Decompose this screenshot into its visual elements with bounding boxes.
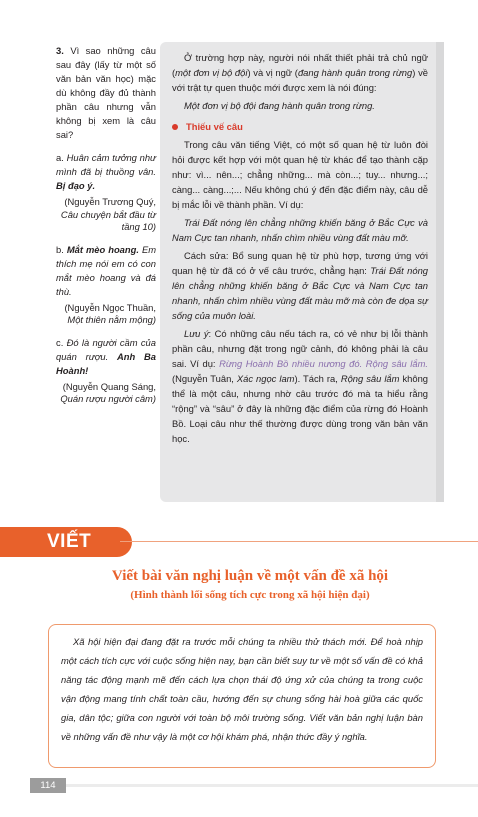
text: ). Tách ra, (294, 373, 341, 384)
knowledge-box (160, 42, 436, 502)
question-number: 3. (56, 45, 64, 56)
italic-text: Xác ngọc lam (236, 373, 295, 384)
example-b (56, 243, 156, 299)
footer-bar (66, 784, 478, 787)
purple-example: Rừng Hoành Bồ nhiều nương đó. Rộng sâu lắm. (219, 358, 429, 369)
example-bold: Anh Ba Hoành! (56, 350, 156, 376)
lesson-subtitle: (Hình thành lối sống tích cực trong xã hội hiện đại) (130, 589, 370, 601)
example-marker: b. (56, 243, 64, 255)
text: (Nguyễn Tuân, (172, 373, 237, 384)
example-a-source (56, 196, 156, 234)
box-paragraph-2 (172, 137, 428, 212)
example-a (56, 151, 156, 193)
page-number: 114 (30, 778, 66, 793)
example-text: Em thích mẹ nói em có con mắt mèo hoang và đá thù. (56, 243, 157, 297)
box-note (172, 326, 428, 446)
italic-text: Trái Đất nóng lên chẳng những khiến băng ở Bắc Cực và Nam Cực tan nhanh, nhấn chìm nhiều vùng đất màu mỡ. (172, 217, 428, 243)
example-c (56, 336, 156, 378)
text: Ở trường hợp này, người nói nhất thiết phải trả chủ ngữ ( (172, 52, 428, 78)
example-b-source (56, 302, 156, 327)
text: ) về với trật tự quen thuộc mới được xem là nói đúng: (172, 67, 428, 93)
section-divider (120, 541, 478, 542)
source-author: (Nguyễn Trương Quý, (64, 196, 156, 207)
source-work: Câu chuyện bắt đầu từ tầng 10) (60, 208, 156, 232)
text: Cách sửa: Bổ sung quan hệ từ phù hợp, tương ứng với quan hệ từ đã có ở vế câu trước, chẳng hạn: (172, 250, 428, 276)
box-paragraph-1 (172, 50, 428, 95)
source-work: Một thiên nằm mộng) (67, 314, 156, 325)
intro-text: Xã hội hiện đại đang đặt ra trước mỗi chúng ta nhiều thử thách mới. Để hoà nhịp một cách tích cực với cuộc sống hiện nay, bạn cần biết suy tư về một số vấn đề có khả năng tác động mạnh mẽ đến cách lựa chọn thái độ ứng xử của chúng ta trong cuộc vận động mang tính chất toàn cầu, hướng đến sự chung sống hài hoà giữa các quốc gia, dân tộc; giữa con người với toàn bộ môi trường sống. Viết văn bản nghị luận bàn về những vấn đề như vậy là một cơ hội khám phá, nhận thức đầy ý nghĩa. (61, 636, 423, 742)
example-marker: c. (56, 336, 64, 348)
example-c-source (56, 381, 156, 406)
intro-box (48, 624, 436, 768)
lesson-title: Viết bài văn nghị luận về một vấn đề xã hội (111, 568, 389, 584)
example-bold: Mắt mèo hoang. (66, 243, 139, 255)
example-text: Đó là người cầm của quán rượu. (56, 336, 156, 362)
question-text: Vì sao những câu sau đây (lấy từ một số văn bản văn học) mặc dù không đầy đủ thành phần câu nhưng vẫn không bị xem là câu sai? (56, 45, 156, 140)
bullet-icon (172, 124, 178, 130)
note-label: Lưu ý (184, 328, 209, 339)
exercise-column (56, 44, 156, 406)
italic-text: Rộng sâu lắm (340, 373, 400, 384)
text: Trong câu văn tiếng Việt, có một số quan hệ từ luôn đòi hỏi được kết hợp với một quan hệ từ khác để tạo thành cặp như: vì... nên...; chẳng những... mà còn...; tuy... nhưng...; càng... càng...;... Nếu không chú ý đến đặc điểm này, câu dễ bị mắc lỗi về thành phần. Ví dụ: (172, 139, 428, 210)
section-banner (0, 527, 132, 557)
italic-text: đang hành quân trong rừng (297, 67, 413, 78)
subhead-text: Thiếu vế câu (186, 121, 243, 132)
text: ) và vị ngữ ( (247, 67, 298, 78)
example-marker: a. (56, 152, 64, 163)
italic-text: Trái Đất nóng lên chẳng những khiến băng ở Bắc Cực và Nam Cực tan nhanh, nhấn chìm nhiều vùng đất màu mỡ mà còn đe dọa sự sống của muôn loài. (172, 265, 428, 321)
subhead-missing-clause (172, 119, 428, 134)
box-example-2 (172, 215, 428, 245)
section-label: VIẾT (47, 531, 92, 552)
italic-text: Một đơn vị bộ đội đang hành quân trong rừng. (184, 100, 375, 111)
box-example-1 (172, 98, 428, 113)
source-author: (Nguyễn Ngọc Thuần, (64, 301, 156, 313)
example-bold: Bị đạo ý. (56, 180, 96, 191)
source-author: (Nguyễn Quang Sáng, (62, 380, 156, 392)
italic-text: một đơn vị bộ đội (175, 67, 248, 78)
text: : Có những câu nếu tách ra, có vẻ như bị lỗi thành phần câu, nhưng đặt trong ngữ cảnh, đó không phải là câu sai. Ví dụ: (172, 328, 428, 369)
box-side-stripe (436, 42, 444, 502)
text: không thể là một câu, nhưng nhờ câu trước đó mà ta hiểu rằng “rộng” và “sâu” ở đây là những đặc điểm của rừng đó Hoành Bồ. Loại câu như thế thường được dùng trong văn bản văn học. (172, 373, 429, 444)
question-3 (56, 44, 156, 142)
example-text: Huân cảm tưởng như mình đã bị thuồng vân. (56, 152, 156, 177)
source-work: Quán rượu người câm) (60, 393, 156, 404)
box-paragraph-3 (172, 248, 428, 323)
